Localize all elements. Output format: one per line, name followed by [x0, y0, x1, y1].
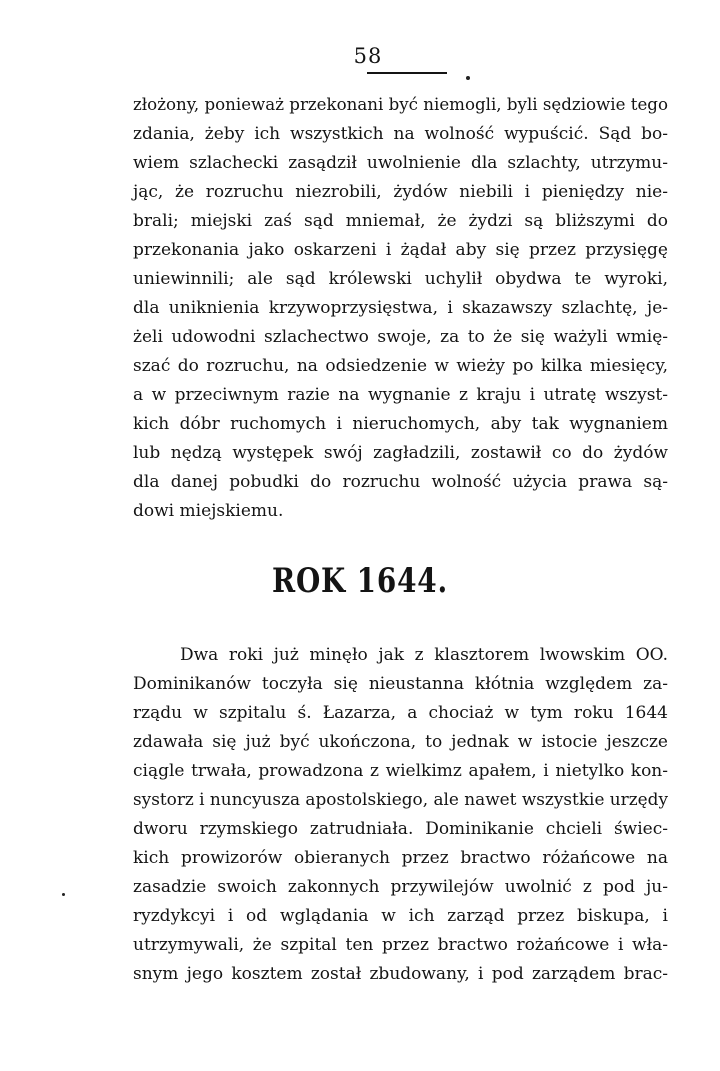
- ink-speck: [62, 893, 65, 896]
- text-line: ryzdykcyi i od wglądania w ich zarząd przez biskupa, i: [133, 906, 668, 926]
- text-line: uniewinnili; ale sąd królewski uchylił obydwa te wyroki,: [133, 269, 668, 289]
- text-line: rządu w szpitalu ś. Łazarza, a chociaż w tym roku 1644: [133, 703, 668, 723]
- text-line: kich dóbr ruchomych i nieruchomych, aby tak wygnaniem: [133, 414, 668, 434]
- text-line: a w przeciwnym razie na wygnanie z kraju i utratę wszyst-: [133, 385, 668, 405]
- text-line: zdawała się już być ukończona, to jednak w istocie jeszcze: [133, 732, 668, 752]
- ink-speck: [466, 76, 470, 80]
- section-heading: ROK 1644.: [271, 561, 449, 601]
- text-line: kich prowizorów obieranych przez bractwo różańcowe na: [133, 848, 668, 868]
- text-line: dla danej pobudki do rozruchu wolność użycia prawa są-: [133, 472, 668, 492]
- text-line: dla uniknienia krzywoprzysięstwa, i skazawszy szlachtę, je-: [133, 298, 668, 318]
- text-line: zasadzie swoich zakonnych przywilejów uwolnić z pod ju-: [133, 877, 668, 897]
- text-line: wiem szlachecki zasądził uwolnienie dla szlachty, utrzymu-: [133, 153, 668, 173]
- text-line: snym jego kosztem został zbudowany, i pod zarządem brac-: [133, 964, 668, 984]
- text-line: ciągle trwała, prowadzona z wielkimz apałem, i nietylko kon-: [133, 761, 668, 781]
- text-line: brali; miejski zaś sąd mniemał, że żydzi są bliższymi do: [133, 211, 668, 231]
- text-line: szać do rozruchu, na odsiedzenie w wieży po kilka miesięcy,: [133, 356, 668, 376]
- page-number-rule: [367, 72, 447, 74]
- text-line: lub nędzą występek swój zagładzili, zostawił co do żydów: [133, 443, 668, 463]
- text-line: Dominikanów toczyła się nieustanna kłótnia względem za-: [133, 674, 668, 694]
- text-line: jąc, że rozruchu niezrobili, żydów niebili i pieniędzy nie-: [133, 182, 668, 202]
- text-line: złożony, ponieważ przekonani być niemogli, byli sędziowie tego: [133, 95, 668, 115]
- text-line: zdania, żeby ich wszystkich na wolność wypuścić. Sąd bo-: [133, 124, 668, 144]
- text-line: systorz i nuncyusza apostolskiego, ale nawet wszystkie urzędy: [133, 790, 668, 810]
- text-line: przekonania jako oskarzeni i żądał aby się przez przysięgę: [133, 240, 668, 260]
- text-line: utrzymywali, że szpital ten przez bractwo rożańcowe i wła-: [133, 935, 668, 955]
- text-line: dworu rzymskiego zatrudniała. Dominikanie chcieli świec-: [133, 819, 668, 839]
- text-line: żeli udowodni szlachectwo swoje, za to że się ważyli wmię-: [133, 327, 668, 347]
- page-number: 58: [353, 44, 383, 68]
- text-line: Dwa roki już minęło jak z klasztorem lwowskim OO.: [180, 645, 668, 665]
- text-line: dowi miejskiemu.: [133, 501, 284, 521]
